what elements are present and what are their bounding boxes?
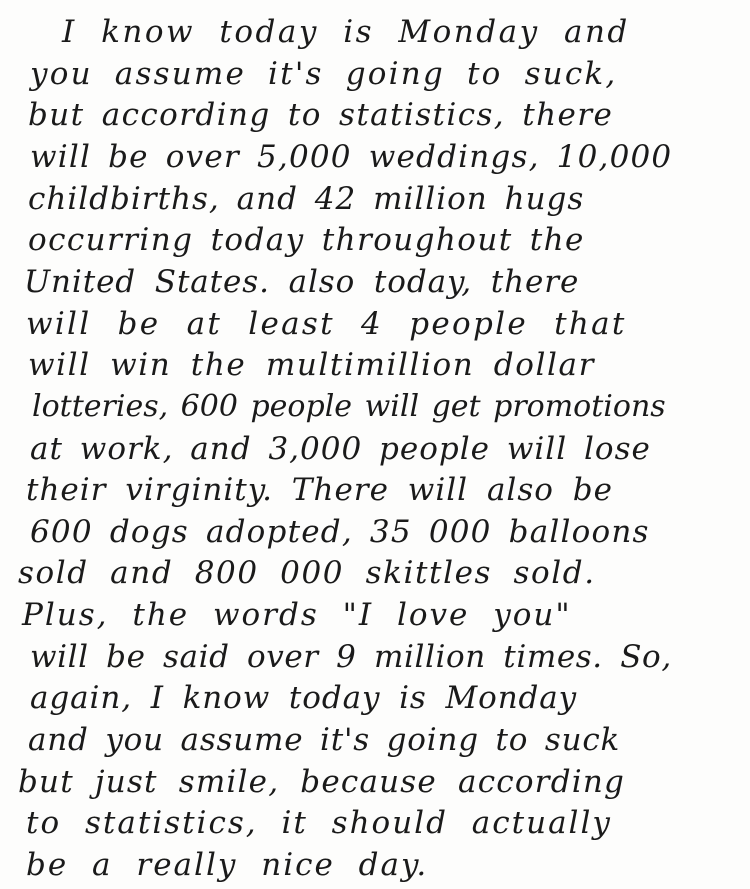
note-line: and you assume it's going to suck [28,722,621,758]
note-line: but just smile, because according [18,764,626,800]
note-line: will win the multimillion dollar [28,347,596,383]
note-line: their virginity. There will also be [26,472,613,508]
note-line: you assume it's going to suck, [30,56,618,92]
note-line: United States. also today, there [24,264,580,300]
note-line: 600 dogs adopted, 35 000 balloons [30,514,650,550]
note-line: will be at least 4 people that [26,306,627,342]
note-line: to statistics, it should actually [26,805,612,841]
note-line: will be over 5,000 weddings, 10,000 [30,139,673,175]
note-line: occurring today throughout the [28,222,585,258]
note-line: sold and 800 000 skittles sold. [18,555,596,591]
note-line: but according to statistics, there [28,97,614,133]
note-line: at work, and 3,000 people will lose [30,431,651,467]
note-line: be a really nice day. [26,847,429,883]
note-line: will be said over 9 million times. So, [30,639,672,675]
note-line: again, I know today is Monday [30,680,578,716]
note-line: I know today is Monday and [62,14,630,50]
note-line: Plus, the words "I love you" [22,597,572,633]
note-line: lotteries, 600 people will get promotions [32,389,666,424]
note-line: childbirths, and 42 million hugs [28,181,585,217]
